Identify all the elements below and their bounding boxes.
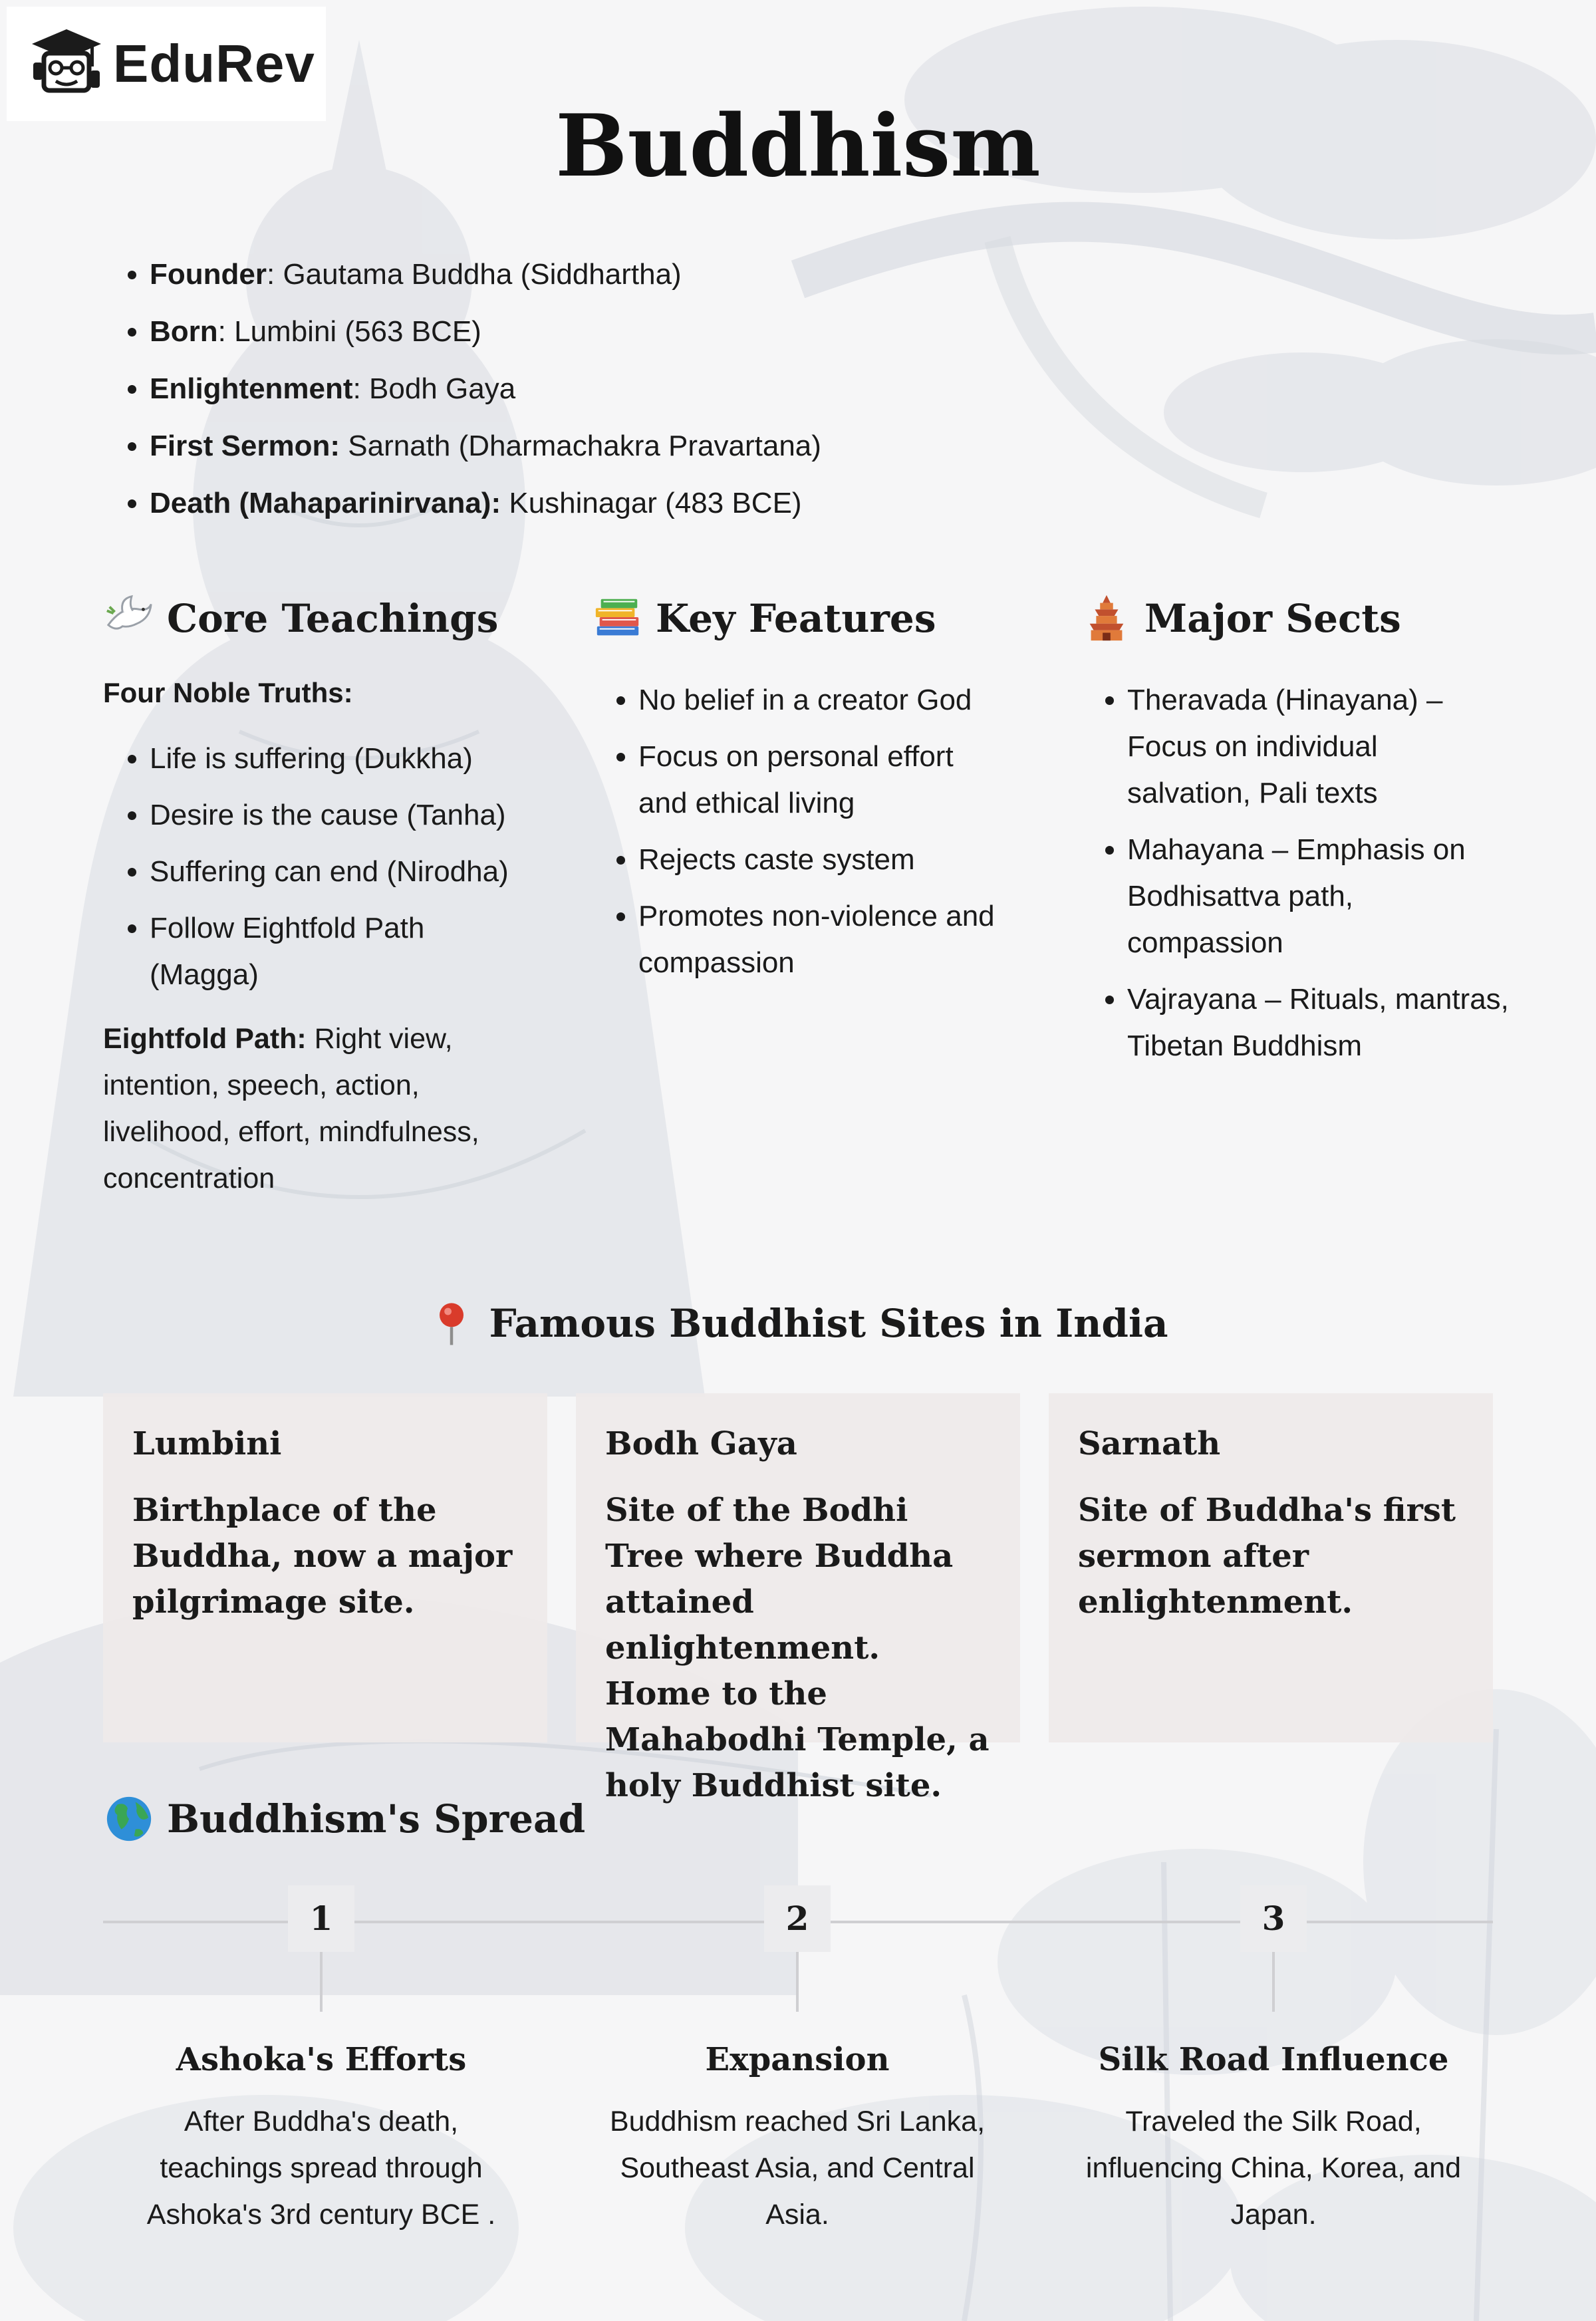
step-connector <box>320 1952 323 2012</box>
fact-item: • Founder: Gautama Buddha (Siddhartha) <box>150 246 821 303</box>
major-sects-section <box>1081 585 1546 1079</box>
fact-item: • First Sermon: Sarnath (Dharmachakra Pravartana) <box>150 418 821 475</box>
list-item: • Mahayana – Emphasis on Bodhisattva path, compassion <box>1127 827 1500 966</box>
key-features-heading: Key Features <box>656 596 936 641</box>
site-card <box>576 1393 1020 1804</box>
list-item: • Desire is the cause (Tanha) <box>150 792 569 839</box>
major-sects-heading: Major Sects <box>1144 596 1401 641</box>
dove-icon <box>103 593 155 644</box>
timeline-step <box>581 1885 1013 2238</box>
four-noble-truths-label: Four Noble Truths: <box>103 677 353 708</box>
list-item: • Life is suffering (Dukkha) <box>150 736 569 782</box>
edurev-logo-icon <box>27 24 106 104</box>
step-number: 2 <box>764 1885 831 1952</box>
spread-heading-row <box>103 1786 585 1852</box>
site-card <box>103 1393 547 1742</box>
books-icon <box>592 593 644 644</box>
step-title: Expansion <box>705 2041 890 2078</box>
site-name: Lumbini <box>132 1425 282 1462</box>
list-item: • Rejects caste system <box>638 837 1057 883</box>
list-item: • Promotes non-violence and compassion <box>638 893 1024 986</box>
step-title: Silk Road Influence <box>1098 2041 1449 2078</box>
step-desc: Traveled the Silk Road, influencing China, Korea, and Japan. <box>1085 2106 1462 2231</box>
site-name: Sarnath <box>1078 1425 1221 1462</box>
step-desc: After Buddha's death, teachings spread through Ashoka's 3rd century BCE . <box>146 2106 496 2231</box>
site-desc: Birthplace of the Buddha, now a major pilgrimage site. <box>132 1492 513 1621</box>
globe-icon <box>103 1793 155 1845</box>
eightfold-path: Eightfold Path: Right view, intention, speech, action, livelihood, effort, mindfulness, concentration <box>103 1023 479 1194</box>
fact-item: • Born: Lumbini (563 BCE) <box>150 303 821 360</box>
features-list <box>592 677 1057 986</box>
step-connector <box>796 1952 799 2012</box>
fact-item: • Enlightenment: Bodh Gaya <box>150 360 821 418</box>
key-features-section <box>592 585 1057 996</box>
step-title: Ashoka's Efforts <box>176 2041 467 2078</box>
list-item: • Vajrayana – Rituals, mantras, Tibetan Buddhism <box>1127 976 1526 1069</box>
spread-heading: Buddhism's Spread <box>167 1796 586 1842</box>
fact-item: • Death (Mahaparinirvana): Kushinagar (483 BCE) <box>150 475 821 532</box>
timeline-step <box>105 1885 537 2238</box>
brand-name: EduRev <box>113 34 315 93</box>
site-desc: Site of the Bodhi Tree where Buddha attained enlightenment. Home to the Mahabodhi Temple, a holy Buddhist site. <box>605 1492 990 1804</box>
core-teachings-heading: Core Teachings <box>167 596 499 641</box>
truths-list <box>103 736 569 998</box>
list-item: • Focus on personal effort and ethical living <box>638 734 998 827</box>
temple-icon <box>1081 593 1132 644</box>
step-desc: Buddhism reached Sri Lanka, Southeast Asia, and Central Asia. <box>609 2106 986 2231</box>
site-card <box>1049 1393 1493 1742</box>
page-title: Buddhism <box>555 96 1041 196</box>
core-teachings-section <box>103 585 569 1202</box>
site-desc: Site of Buddha's first sermon after enlightenment. <box>1078 1492 1456 1621</box>
site-name: Bodh Gaya <box>605 1425 797 1462</box>
list-item: • No belief in a creator God <box>638 677 1057 724</box>
list-item: • Suffering can end (Nirodha) <box>150 849 569 895</box>
sites-heading: Famous Buddhist Sites in India <box>489 1301 1168 1346</box>
pin-icon <box>428 1299 475 1347</box>
sects-list <box>1081 677 1546 1069</box>
step-connector <box>1272 1952 1275 2012</box>
sites-heading-row <box>0 1290 1596 1357</box>
step-number: 3 <box>1240 1885 1307 1952</box>
facts-list <box>103 246 821 532</box>
step-number: 1 <box>288 1885 354 1952</box>
list-item: • Theravada (Hinayana) – Focus on individual salvation, Pali texts <box>1127 677 1500 817</box>
timeline-step <box>1057 1885 1490 2238</box>
list-item: • Follow Eightfold Path (Magga) <box>150 905 495 998</box>
